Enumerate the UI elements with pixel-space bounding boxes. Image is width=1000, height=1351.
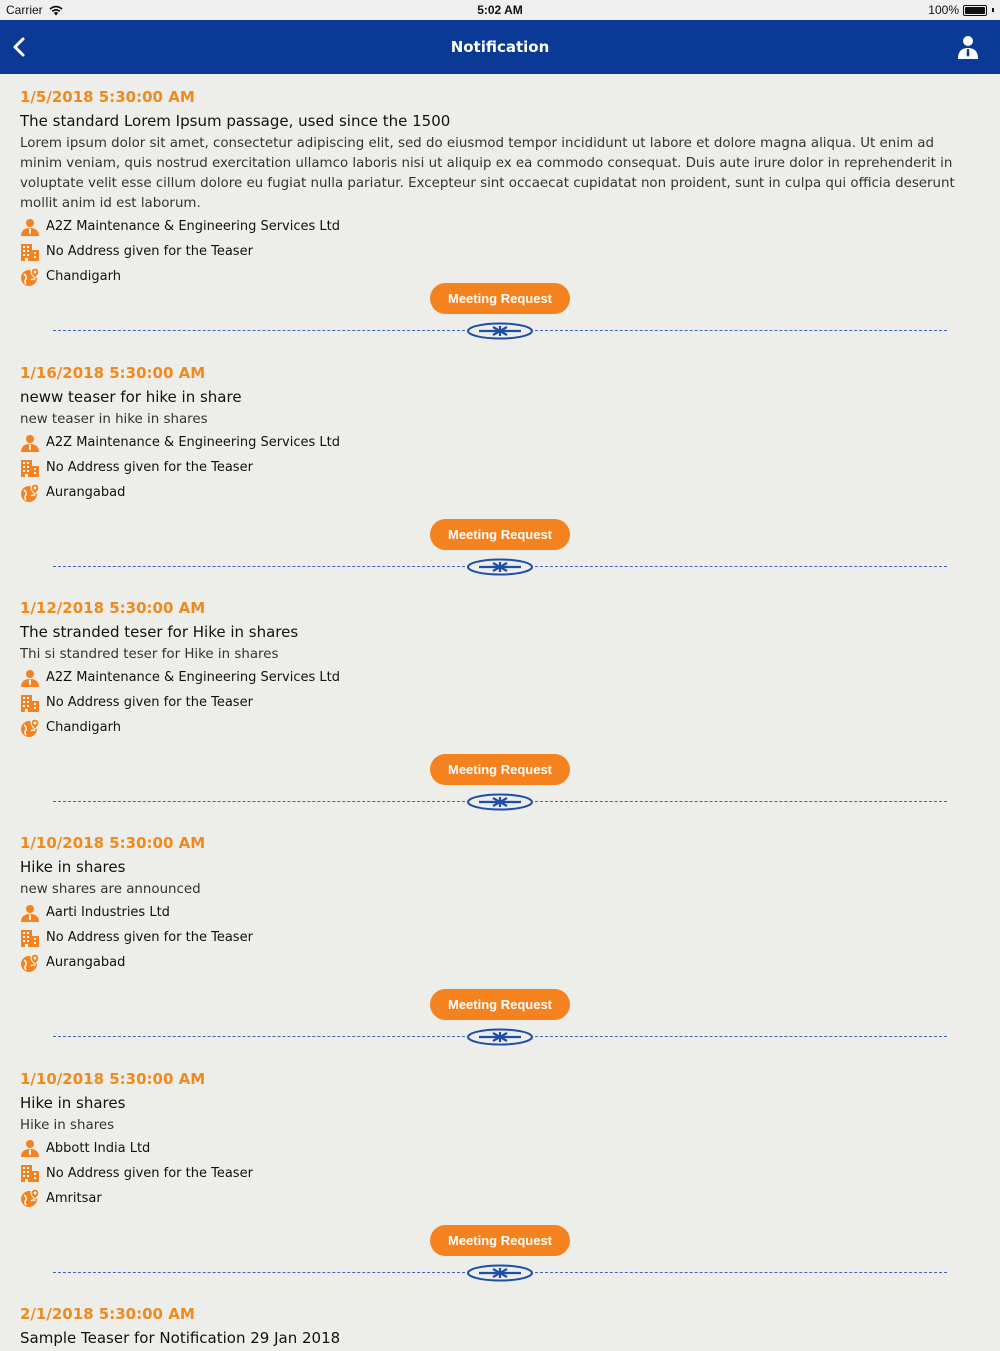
person-icon: [20, 217, 40, 237]
divider-ornament-icon: [465, 321, 535, 341]
notification-description: Hike in shares: [20, 1117, 115, 1133]
company-name: Aarti Industries Ltd: [46, 905, 170, 921]
company-row: [20, 900, 980, 925]
notification-title: neww teaser for hike in share: [20, 388, 242, 406]
notification-item: [20, 74, 980, 350]
city-row: [20, 950, 980, 975]
address-row: [20, 925, 980, 950]
notification-description: new shares are announced: [20, 882, 201, 898]
city-name: Aurangabad: [46, 955, 126, 971]
item-divider: [53, 1027, 947, 1047]
item-divider: [53, 1263, 947, 1283]
globe-pin-icon: [20, 953, 40, 973]
city-name: Chandigarh: [46, 720, 121, 736]
address-text: No Address given for the Teaser: [46, 244, 253, 259]
company-row: [20, 665, 980, 690]
city-row: [20, 480, 980, 505]
page-title: Notification: [450, 38, 550, 56]
address-text: No Address given for the Teaser: [46, 1165, 253, 1181]
city-name: Aurangabad: [46, 485, 126, 500]
battery-icon: [963, 5, 987, 16]
globe-pin-icon: [20, 483, 40, 503]
notification-date: 1/5/2018 5:30:00 AM: [20, 88, 195, 106]
battery-percent: 100%: [928, 3, 959, 17]
address-row: [20, 690, 980, 715]
meeting-request-button[interactable]: Meeting Request: [430, 754, 570, 785]
address-row: [20, 455, 980, 480]
person-icon: [20, 903, 40, 923]
notification-title: Hike in shares: [20, 858, 126, 877]
address-text: No Address given for the Teaser: [46, 695, 253, 711]
item-divider: [53, 321, 947, 341]
building-icon: [20, 928, 40, 948]
carrier-label: Carrier: [6, 3, 43, 17]
globe-pin-icon: [20, 1188, 40, 1208]
divider-ornament-icon: [465, 792, 535, 812]
notification-title: Hike in shares: [20, 1093, 126, 1112]
notification-description: Thi si standred teser for Hike in shares: [20, 647, 279, 663]
city-row: [20, 715, 980, 740]
city-name: Amritsar: [46, 1190, 102, 1206]
item-divider: [53, 792, 947, 812]
notification-item: [20, 350, 980, 585]
city-name: Chandigarh: [46, 269, 121, 284]
notification-title: The standard Lorem Ipsum passage, used since the 1500: [20, 112, 451, 130]
notification-item: [20, 820, 980, 1055]
notification-item: [20, 1291, 980, 1351]
item-divider: [53, 557, 947, 577]
address-text: No Address given for the Teaser: [46, 460, 253, 475]
building-icon: [20, 693, 40, 713]
notification-description: new teaser in hike in shares: [20, 412, 208, 427]
meeting-request-button[interactable]: Meeting Request: [430, 989, 570, 1020]
address-text: No Address given for the Teaser: [46, 930, 253, 946]
person-icon: [20, 1138, 40, 1158]
notification-item: [20, 585, 980, 820]
battery-status: [928, 3, 994, 17]
meeting-request-button[interactable]: Meeting Request: [430, 283, 570, 314]
globe-pin-icon: [20, 267, 40, 287]
notification-date: 1/10/2018 5:30:00 AM: [20, 1069, 206, 1088]
notification-description: Lorem ipsum dolor sit amet, consectetur adipiscing elit, sed do eiusmod tempor incididunt ut labore et dolore magna aliqua. Ut enim ad minim veniam, quis nostrud exercitation ullamco laboris nisi ut aliquip ex ea commodo consequat. Duis aute irure dolor in reprehenderit in voluptate velit esse cillum dolore eu fugiat nulla pariatur. Excepteur sint occaecat cupidatat non proident, sunt in culpa qui officia deserunt mollit anim id est laborum.: [20, 136, 955, 211]
company-name: A2Z Maintenance & Engineering Services Ltd: [46, 670, 340, 686]
divider-ornament-icon: [465, 557, 535, 577]
building-icon: [20, 1163, 40, 1183]
company-name: Abbott India Ltd: [46, 1140, 151, 1156]
status-bar: [0, 0, 1000, 20]
notification-feed: [0, 74, 1000, 1351]
notification-date: 1/10/2018 5:30:00 AM: [20, 834, 206, 853]
notification-item: [20, 1056, 980, 1291]
company-row: [20, 214, 980, 239]
building-icon: [20, 458, 40, 478]
globe-pin-icon: [20, 718, 40, 738]
company-name: A2Z Maintenance & Engineering Services Ltd: [46, 435, 340, 450]
notification-date: 1/12/2018 5:30:00 AM: [20, 599, 206, 618]
building-icon: [20, 242, 40, 262]
divider-ornament-icon: [465, 1263, 535, 1283]
address-row: [20, 239, 980, 264]
clock: 5:02 AM: [477, 3, 523, 17]
company-row: [20, 430, 980, 455]
nav-bar: [0, 20, 1000, 74]
meeting-request-button[interactable]: Meeting Request: [430, 1225, 570, 1256]
notification-date: 1/16/2018 5:30:00 AM: [20, 364, 206, 382]
meeting-request-button[interactable]: Meeting Request: [430, 519, 570, 550]
notification-date: 2/1/2018 5:30:00 AM: [20, 1304, 195, 1323]
city-row: [20, 1186, 980, 1211]
address-row: [20, 1161, 980, 1186]
person-icon: [20, 433, 40, 453]
person-icon: [20, 668, 40, 688]
notification-title: Sample Teaser for Notification 29 Jan 2018: [20, 1328, 341, 1347]
notification-title: The stranded teser for Hike in shares: [20, 623, 299, 642]
company-row: [20, 1136, 980, 1161]
profile-icon[interactable]: [954, 33, 982, 61]
company-name: A2Z Maintenance & Engineering Services Ltd: [46, 219, 340, 234]
divider-ornament-icon: [465, 1027, 535, 1047]
